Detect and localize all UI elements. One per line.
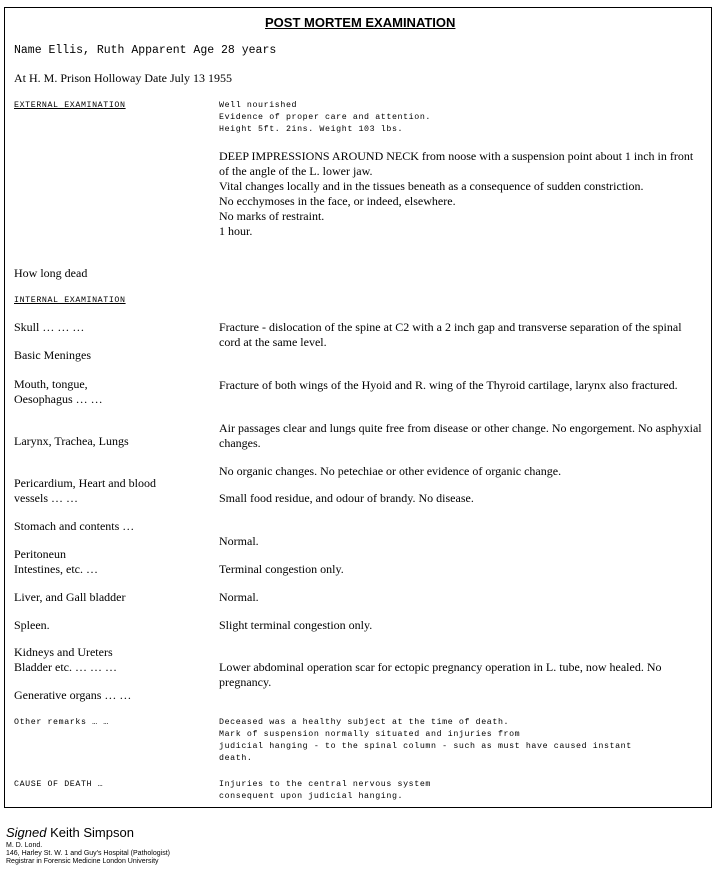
liver-label: Liver, and Gall bladder xyxy=(14,590,126,604)
signed-word: Signed xyxy=(6,825,47,840)
normal-value-1: Normal. xyxy=(219,534,259,548)
bladder-value: Lower abdominal operation scar for ectopic pregnancy operation in L. tube, now healed. No pregnancy. xyxy=(219,660,662,689)
intestines-label: Intestines, etc. … xyxy=(14,562,98,576)
signature-qualification: M. D. Lond. xyxy=(6,842,43,849)
external-finding-ecchymoses: No ecchymoses in the face, or indeed, elsewhere. xyxy=(219,194,456,208)
internal-examination-label: INTERNAL EXAMINATION xyxy=(14,296,126,305)
remarks-line-1: Deceased was a healthy subject at the time of death. xyxy=(219,718,510,727)
other-remarks-label: Other remarks … … xyxy=(14,718,109,727)
signature-line xyxy=(6,825,134,841)
signature-address: 146, Harley St. W. 1 and Guy's Hospital (Pathologist) xyxy=(6,850,170,857)
cause-line-2: consequent upon judicial hanging. xyxy=(219,792,404,801)
external-typed-1: Well nourished xyxy=(219,101,298,110)
external-typed-3: Height 5ft. 2ins. Weight 103 lbs. xyxy=(219,125,404,134)
spleen-value: Slight terminal congestion only. xyxy=(219,618,373,632)
meninges-label: Basic Meninges xyxy=(14,348,91,362)
generative-label: Generative organs … … xyxy=(14,688,132,702)
place-date-line: At H. M. Prison Holloway Date July 13 1955 xyxy=(14,71,232,85)
mouth-label: Mouth, tongue, xyxy=(14,377,88,391)
vessels-label: vessels … … xyxy=(14,491,78,505)
how-long-dead-label: How long dead xyxy=(14,266,88,280)
cause-line-1: Injuries to the central nervous system xyxy=(219,780,431,789)
bladder-label: Bladder etc. … … … xyxy=(14,660,117,674)
mouth-value: Fracture of both wings of the Hyoid and R. wing of the Thyroid cartilage, larynx also fractured. xyxy=(219,378,678,392)
page-title: POST MORTEM EXAMINATION xyxy=(265,15,456,30)
kidneys-label: Kidneys and Ureters xyxy=(14,645,113,659)
food-value: Small food residue, and odour of brandy. No disease. xyxy=(219,491,474,505)
remarks-line-2: Mark of suspension normally situated and injuries from xyxy=(219,730,521,739)
external-typed-2: Evidence of proper care and attention. xyxy=(219,113,431,122)
organic-value: No organic changes. No petechiae or other evidence of organic change. xyxy=(219,464,562,478)
signature-position: Registrar in Forensic Medicine London University xyxy=(6,858,159,865)
pericardium-label: Pericardium, Heart and blood xyxy=(14,476,156,490)
peritoneum-label: Peritoneun xyxy=(14,547,66,561)
normal-value-2: Normal. xyxy=(219,590,259,604)
remarks-line-4: death. xyxy=(219,754,253,763)
air-passages-value: Air passages clear and lungs quite free from disease or other change. No engorgement. No asphyxial changes. xyxy=(219,421,702,450)
remarks-line-3: judicial hanging - to the spinal column - such as must have caused instant xyxy=(219,742,632,751)
larynx-label: Larynx, Trachea, Lungs xyxy=(14,434,129,448)
name-line: Name Ellis, Ruth Apparent Age 28 years xyxy=(14,44,277,57)
signatory-name: Keith Simpson xyxy=(50,825,134,840)
skull-value: Fracture - dislocation of the spine at C2 with a 2 inch gap and transverse separation of the spinal cord at the same level. xyxy=(219,320,682,349)
cause-of-death-label: CAUSE OF DEATH … xyxy=(14,780,104,789)
stomach-label: Stomach and contents … xyxy=(14,519,135,533)
skull-label: Skull … … … xyxy=(14,320,85,334)
external-examination-label: EXTERNAL EXAMINATION xyxy=(14,101,126,110)
external-finding-time: 1 hour. xyxy=(219,224,253,238)
external-finding-vital: Vital changes locally and in the tissues beneath as a consequence of sudden constriction. xyxy=(219,179,644,193)
external-finding-neck: DEEP IMPRESSIONS AROUND NECK from noose with a suspension point about 1 inch in front of the angle of the L. lower jaw. xyxy=(219,149,694,178)
oesophagus-label: Oesophagus … … xyxy=(14,392,103,406)
spleen-label: Spleen. xyxy=(14,618,50,632)
external-finding-restraint: No marks of restraint. xyxy=(219,209,325,223)
terminal-value: Terminal congestion only. xyxy=(219,562,344,576)
